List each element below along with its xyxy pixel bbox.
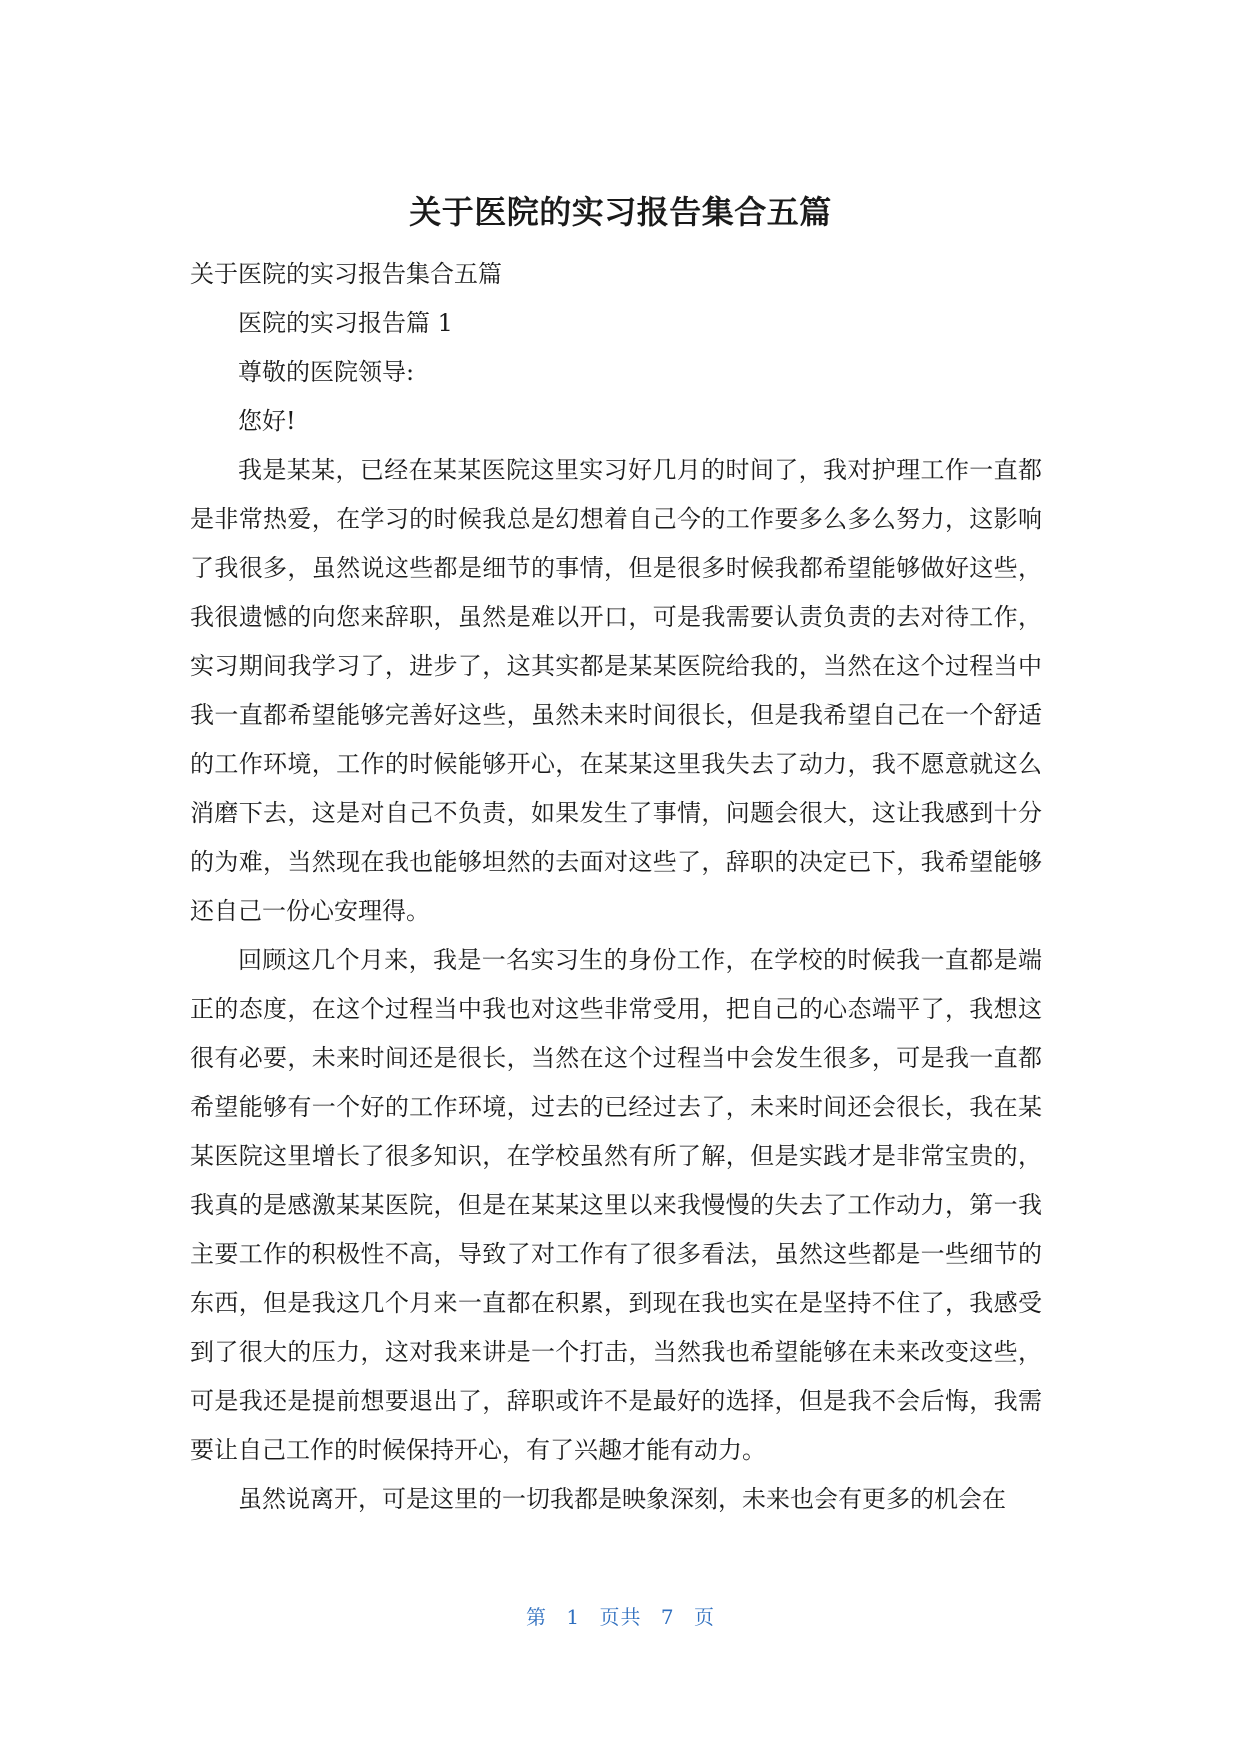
document-title: 关于医院的实习报告集合五篇	[409, 193, 832, 231]
paragraph-body-1: 我是某某，已经在某某医院这里实习好几月的时间了，我对护理工作一直都是非常热爱，在学习的时候我总是幻想着自己今的工作要多么多么努力，这影响了我很多，虽然说这些都是细节的事情，但是很多时候我都希望能够做好这些，我很遗憾的向您来辞职，虽然是难以开口，可是我需要认责负责的去对待工作，实习期间我学习了，进步了，这其实都是某某医院给我的，当然在这个过程当中我一直都希望能够完善好这些，虽然未来时间很长，但是我希望自己在一个舒适的工作环境，工作的时候能够开心，在某某这里我失去了动力，我不愿意就这么消磨下去，这是对自己不负责，如果发生了事情，问题会很大，这让我感到十分的为难，当然现在我也能够坦然的去面对这些了，辞职的决定已下，我希望能够还自己一份心安理得。	[190, 456, 1042, 925]
footer-prefix: 第	[526, 1605, 548, 1629]
footer-current-page: 1	[566, 1605, 581, 1629]
footer-total-pages: 7	[660, 1605, 675, 1629]
paragraph-body-3: 虽然说离开，可是这里的一切我都是映象深刻，未来也会有更多的机会在	[238, 1485, 1006, 1513]
document-body	[190, 250, 1042, 1524]
page-footer	[0, 1602, 1241, 1632]
paragraph-greeting: 您好!	[238, 407, 296, 435]
paragraph-section-title: 医院的实习报告篇 1	[238, 309, 453, 337]
paragraph-heading: 关于医院的实习报告集合五篇	[190, 260, 502, 288]
footer-middle: 页共	[599, 1605, 642, 1629]
paragraph-salutation: 尊敬的医院领导:	[238, 358, 415, 386]
footer-suffix: 页	[693, 1605, 715, 1629]
paragraph-body-2: 回顾这几个月来，我是一名实习生的身份工作，在学校的时候我一直都是端正的态度，在这个过程当中我也对这些非常受用，把自己的心态端平了，我想这很有必要，未来时间还是很长，当然在这个过程当中会发生很多，可是我一直都希望能够有一个好的工作环境，过去的已经过去了，未来时间还会很长，我在某某医院这里增长了很多知识，在学校虽然有所了解，但是实践才是非常宝贵的，我真的是感激某某医院，但是在某某这里以来我慢慢的失去了工作动力，第一我主要工作的积极性不高，导致了对工作有了很多看法，虽然这些都是一些细节的东西，但是我这几个月来一直都在积累，到现在我也实在是坚持不住了，我感受到了很大的压力，这对我来讲是一个打击，当然我也希望能够在未来改变这些，可是我还是提前想要退出了，辞职或许不是最好的选择，但是我不会后悔，我需要让自己工作的时候保持开心，有了兴趣才能有动力。	[190, 946, 1042, 1464]
